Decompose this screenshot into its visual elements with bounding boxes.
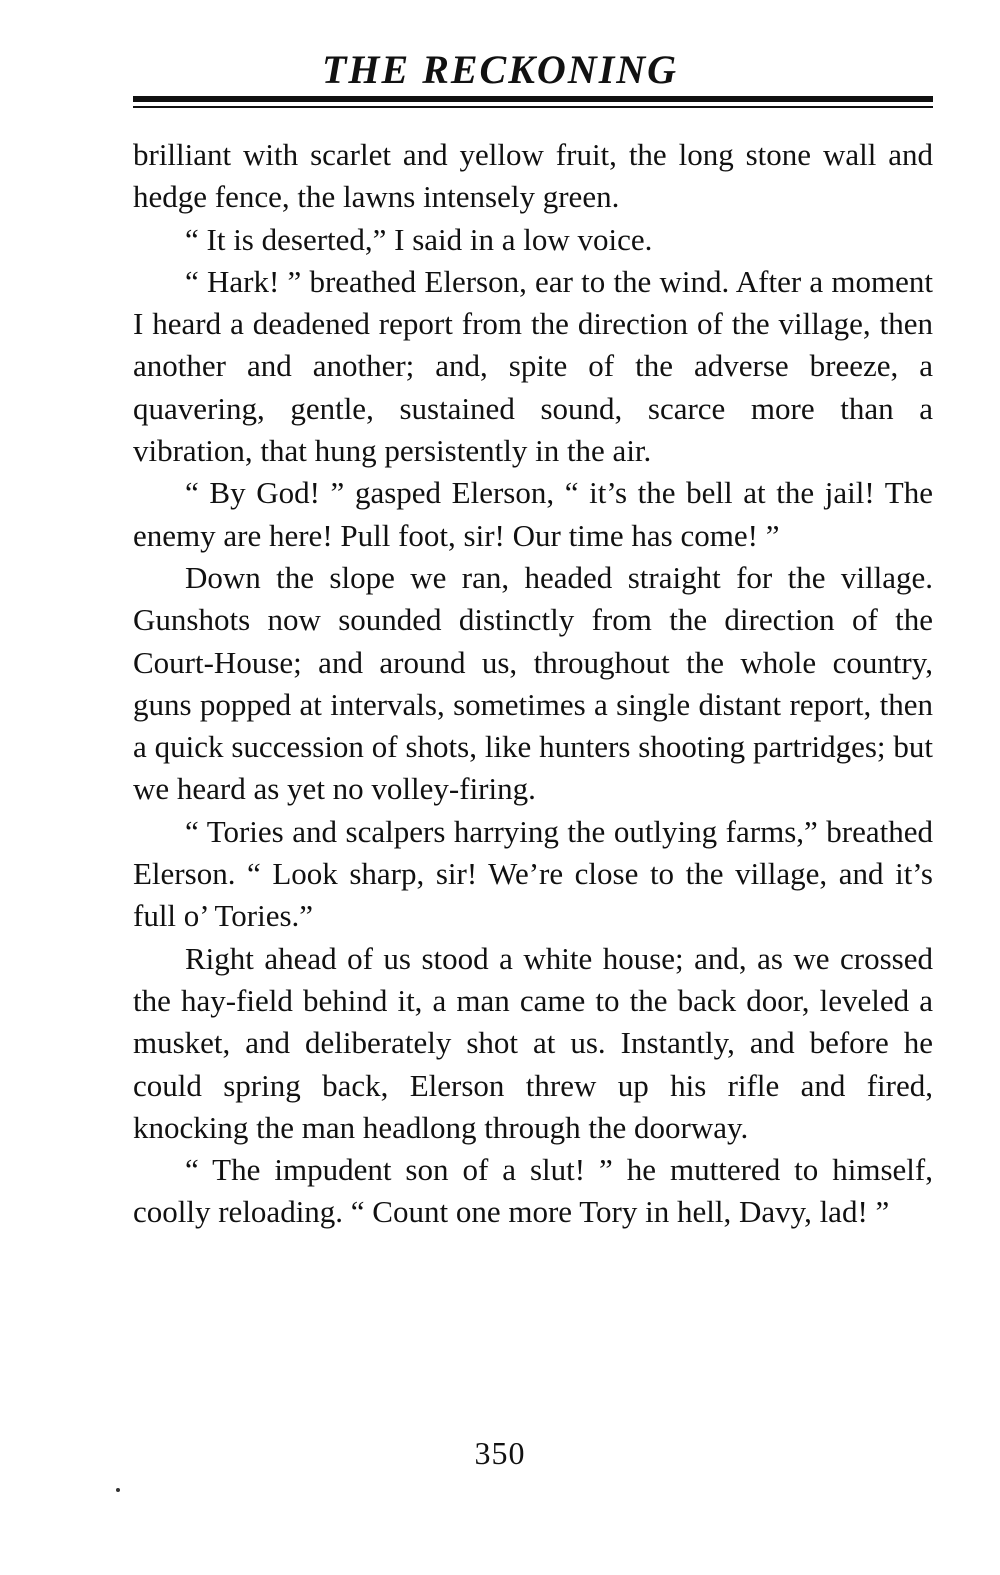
header-rule-thick <box>133 96 933 102</box>
paragraph: Down the slope we ran, headed straight for the village. Gunshots now sounded distinctly from the direction of the Court-House; and around us, throughout the whole country, guns popped at intervals, sometimes a single distant report, then a quick succession of shots, like hunters shooting partridges; but we heard as yet no volley-firing. <box>133 559 933 807</box>
paragraph: “ Hark! ” breathed Elerson, ear to the wind. After a moment I heard a deadened report from the direction of the village, then another and another; and, spite of the adverse breeze, a quavering, gentle, sustained sound, scarce more than a vibration, that hung persistently in the air. <box>133 263 933 469</box>
header-rule-thin <box>133 106 933 108</box>
running-head-title: THE RECKONING <box>321 47 679 92</box>
paragraph: “ Tories and scalpers harrying the outlying farms,” breathed Elerson. “ Look sharp, sir! We’re close to the village, and it’s full o’ Tories.” <box>133 813 933 934</box>
page-number: 350 <box>474 1435 526 1471</box>
paragraph: “ It is deserted,” I said in a low voice. <box>185 221 653 257</box>
print-speck <box>116 1488 120 1492</box>
paragraph: “ The impudent son of a slut! ” he muttered to himself, coolly reloading. “ Count one more Tory in hell, Davy, lad! ” <box>133 1152 933 1230</box>
paragraph: brilliant with scarlet and yellow fruit, the long stone wall and hedge fence, the lawns intensely green. <box>133 137 933 215</box>
paragraph: “ By God! ” gasped Elerson, “ it’s the bell at the jail! The enemy are here! Pull foot, sir! Our time has come! ” <box>133 475 933 553</box>
paragraph: Right ahead of us stood a white house; and, as we crossed the hay-field behind it, a man came to the back door, leveled a musket, and deliberately shot at us. Instantly, and before he could spring back, Elerson threw up his rifle and fired, knocking the man headlong through the doorway. <box>133 940 933 1145</box>
body-text <box>133 134 933 1234</box>
